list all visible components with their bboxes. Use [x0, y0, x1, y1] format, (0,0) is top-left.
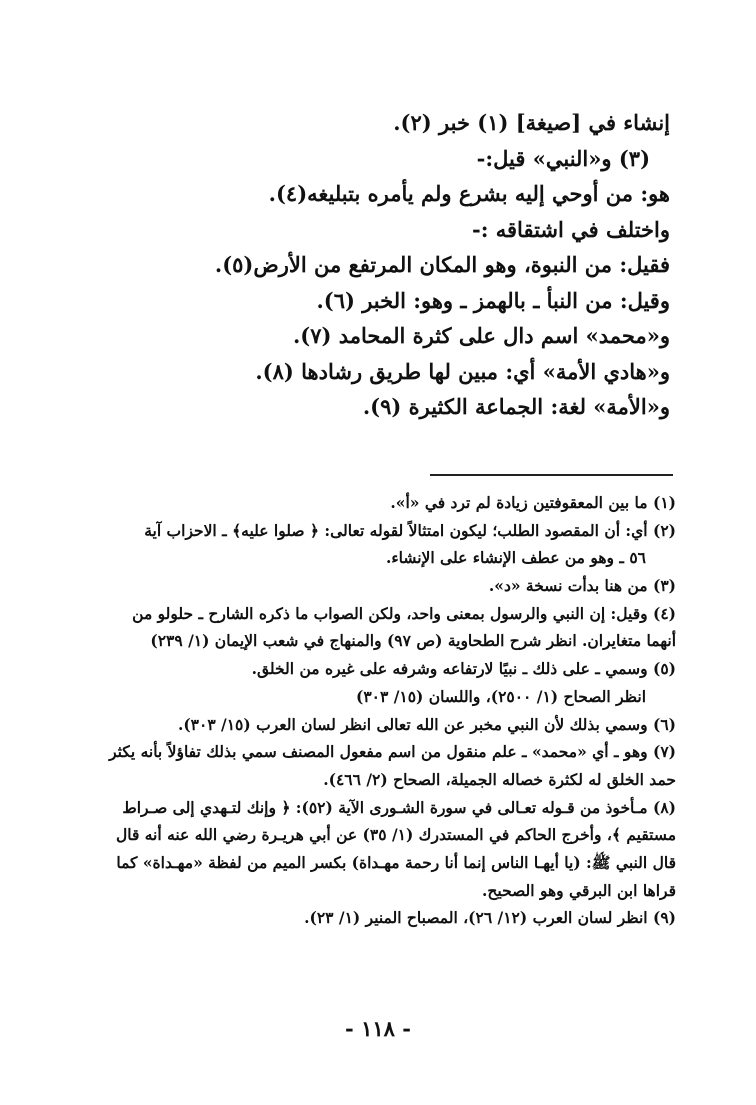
- footnote-line: (٤) وقيل: إن النبي والرسول بمعنى واحد، ولكن الصواب ما ذكره الشارح ـ حلولو من: [132, 603, 676, 623]
- footnote-divider: [430, 474, 673, 476]
- footnote-line: (٥) وسمي ـ على ذلك ـ نبيًا لارتفاعه وشرفه على غيره من الخلق.: [251, 659, 676, 679]
- main-line: و«محمد» اسم دال على كثرة المحامد (٧).: [292, 323, 670, 348]
- footnote-9: [68, 904, 676, 932]
- footnote-line: أنهما متغايران. انظر شرح الطحاوية (ص ٩٧) والمنهاج في شعب الإيمان (١/ ٢٣٩): [150, 631, 676, 651]
- main-line: فقيل: من النبوة، وهو المكان المرتفع من الأرض(٥).: [214, 252, 670, 277]
- main-text: [70, 105, 670, 425]
- footnotes: [68, 489, 676, 932]
- footnote-8: [68, 794, 676, 905]
- footnote-line: (٣) من هنا بدأت نسخة «د».: [488, 576, 676, 596]
- footnote-line: ٥٦ ـ وهو من عطف الإنشاء على الإنشاء.: [385, 548, 646, 568]
- main-line: (٣) و«النبي» قيل:-: [476, 145, 650, 171]
- main-line: هو: من أوحي إليه بشرع ولم يأمره بتبليغه(٤).: [268, 181, 670, 206]
- main-line: إنشاء في [صيغة] (١) خبر (٢).: [393, 110, 670, 135]
- main-line: وقيل: من النبأ ـ بالهمز ـ وهو: الخبر (٦).: [316, 287, 670, 313]
- footnote-line: مستقيم ﴾، وأخرج الحاكم في المستدرك (١/ ٣٥) عن أبي هريـرة رضي الله عنه أنه قال: [115, 825, 676, 845]
- page-number: - ١١٨ -: [345, 1016, 411, 1041]
- footnote-line: (٧) وهو ـ أي «محمد» ـ علم منقول من اسم مفعول المصنف سمي بذلك تفاؤلاً بأنه يكثر: [109, 742, 676, 762]
- footnote-line: (٦) وسمي بذلك لأن النبي مخبر عن الله تعالى انظر لسان العرب (١٥/ ٣٠٣).: [177, 714, 676, 734]
- footnote-5: [68, 655, 676, 710]
- footnote-1: [68, 489, 676, 517]
- footnote-line: قراها ابن البرقي وهو الصحيح.: [482, 880, 676, 900]
- footnote-line: (٢) أي: أن المقصود الطلب؛ ليكون امتثالاً لقوله تعالى: ﴿ صلوا عليه﴾ ـ الاحزاب آية: [144, 520, 676, 540]
- footnote-line: قال النبي ﷺ: (يا أيهـا الناس إنما أنا رحمة مهـداة) بكسر الميم من لفظة «مهـداة» كما: [116, 852, 676, 872]
- footnote-line: (٨) مـأخوذ من قـوله تعـالى في سورة الشـورى الآية (٥٢): ﴿ وإنك لتـهدي إلى صـراط: [122, 797, 676, 817]
- footnote-line: (٩) انظر لسان العرب (١٢/ ٢٦)، المصباح المنير (١/ ٢٣).: [304, 908, 676, 928]
- footnote-7: [68, 738, 676, 793]
- footnote-line: انظر الصحاح (١/ ٢٥٠٠)، واللسان (١٥/ ٣٠٣): [355, 686, 646, 706]
- main-line: و«هادي الأمة» أي: مبين لها طريق رشادها (٨).: [255, 358, 670, 384]
- main-line: واختلف في اشتقاقه :-: [471, 216, 670, 242]
- footnote-6: [68, 711, 676, 739]
- footnote-2: [68, 517, 676, 572]
- footnote-4: [68, 600, 676, 655]
- main-line: و«الأمة» لغة: الجماعة الكثيرة (٩).: [362, 394, 670, 419]
- footnote-3: [68, 572, 676, 600]
- footnote-line: حمد الخلق له لكثرة خصاله الجميلة، الصحاح (٢/ ٤٦٦).: [323, 769, 676, 789]
- footnote-line: (١) ما بين المعقوفتين زيادة لم ترد في «أ».: [390, 493, 676, 512]
